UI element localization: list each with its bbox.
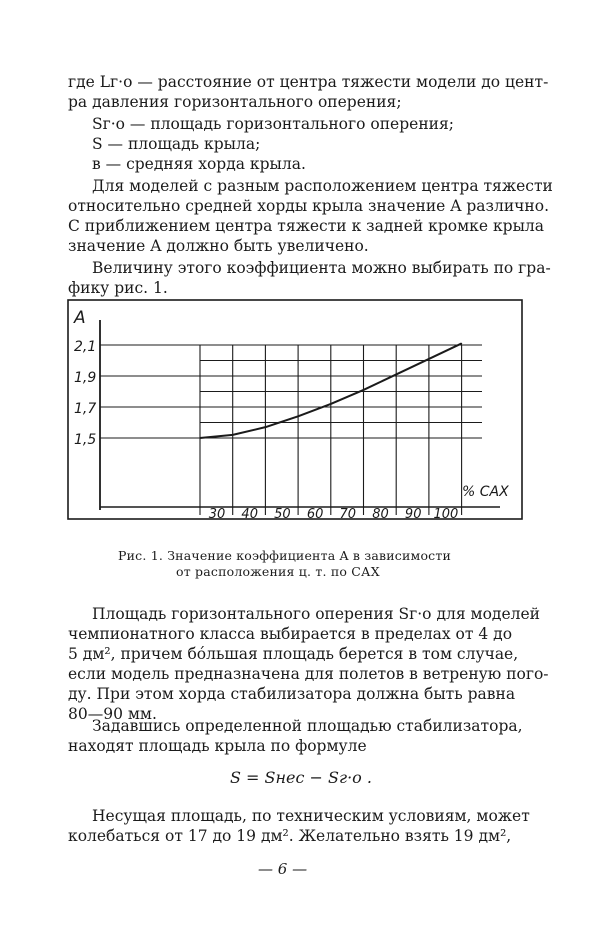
definition-line-4: S — площадь крыла;: [92, 135, 261, 153]
curve-point: [363, 389, 364, 390]
x-tick-label: 30: [208, 507, 226, 522]
definition-line-5: в — средняя хорда крыла.: [92, 155, 306, 173]
x-tick-label: 100: [433, 507, 459, 522]
definition-line-1: где Lг·о — расстояние от центра тяжести модели до цент-: [68, 73, 549, 91]
figure-caption-line-1: Рис. 1. Значение коэффициента A в зависимости: [118, 548, 452, 563]
chart-outer-frame: [68, 300, 522, 519]
x-tick-label: 80: [372, 507, 389, 522]
paragraph-1-line-1: Для моделей с разным расположением центра тяжести: [92, 177, 553, 195]
paragraph-4-line-1: Задавшись определенной площадью стабилизатора,: [92, 717, 523, 735]
paragraph-3-line-5: ду. При этом хорда стабилизатора должна быть равна: [68, 685, 516, 703]
paragraph-1-line-4: значение A должно быть увеличено.: [68, 237, 369, 255]
paragraph-2-line-2: фику рис. 1.: [68, 279, 168, 297]
paragraph-3-line-2: чемпионатного класса выбирается в пределах от 4 до: [68, 625, 513, 643]
y-tick-label: 1,7: [74, 401, 97, 417]
figure-caption-line-2: от расположения ц. т. по САХ: [176, 564, 380, 579]
y-axis-label: A: [74, 308, 86, 328]
y-tick-label: 1,5: [74, 432, 97, 448]
curve-point: [265, 427, 266, 428]
chart-grid: [100, 345, 482, 515]
curve-point: [396, 374, 397, 375]
paragraph-5-line-1: Несущая площадь, по техническим условиям, может: [92, 807, 530, 825]
x-tick-label: 60: [306, 507, 324, 522]
chart-frame: [68, 300, 522, 519]
page-number: — 6 —: [258, 860, 308, 878]
curve-point: [232, 434, 233, 435]
x-axis-label: % САХ: [462, 484, 509, 500]
x-tick-label: 70: [339, 507, 357, 522]
x-tick-label: 50: [274, 507, 291, 522]
y-tick-label: 2,1: [74, 339, 97, 355]
wing-area-formula: S = Sнес − Sг·о .: [230, 768, 372, 787]
definition-line-2: ра давления горизонтального оперения;: [68, 93, 402, 111]
paragraph-3-line-1: Площадь горизонтального оперения Sг·о для моделей: [92, 605, 540, 623]
chart-tick-labels: [74, 339, 458, 522]
paragraph-2-line-1: Величину этого коэффициента можно выбирать по гра-: [92, 259, 551, 277]
paragraph-3-line-4: если модель предназначена для полетов в ветреную пого-: [68, 665, 549, 683]
paragraph-3-line-3: 5 дм², причем бо́льшая площадь берется в том случае,: [68, 645, 519, 663]
curve-point: [330, 403, 331, 404]
paragraph-3-line-6: 80—90 мм.: [68, 705, 157, 723]
coefficient-chart: [0, 290, 600, 535]
definition-line-3: Sг·о — площадь горизонтального оперения;: [92, 115, 454, 133]
curve-point: [461, 343, 462, 344]
y-tick-label: 1,9: [74, 370, 97, 386]
paragraph-1-line-2: относительно средней хорды крыла значение A различно.: [68, 197, 550, 215]
paragraph-1-line-3: С приближением центра тяжести к задней кромке крыла: [68, 217, 544, 235]
curve-point: [428, 358, 429, 359]
paragraph-4-line-2: находят площадь крыла по формуле: [68, 737, 367, 755]
curve-point: [199, 437, 200, 438]
x-tick-label: 40: [241, 507, 258, 522]
x-tick-label: 90: [404, 507, 422, 522]
paragraph-5-line-2: колебаться от 17 до 19 дм². Желательно взять 19 дм²,: [68, 827, 512, 845]
curve-point: [298, 416, 299, 417]
